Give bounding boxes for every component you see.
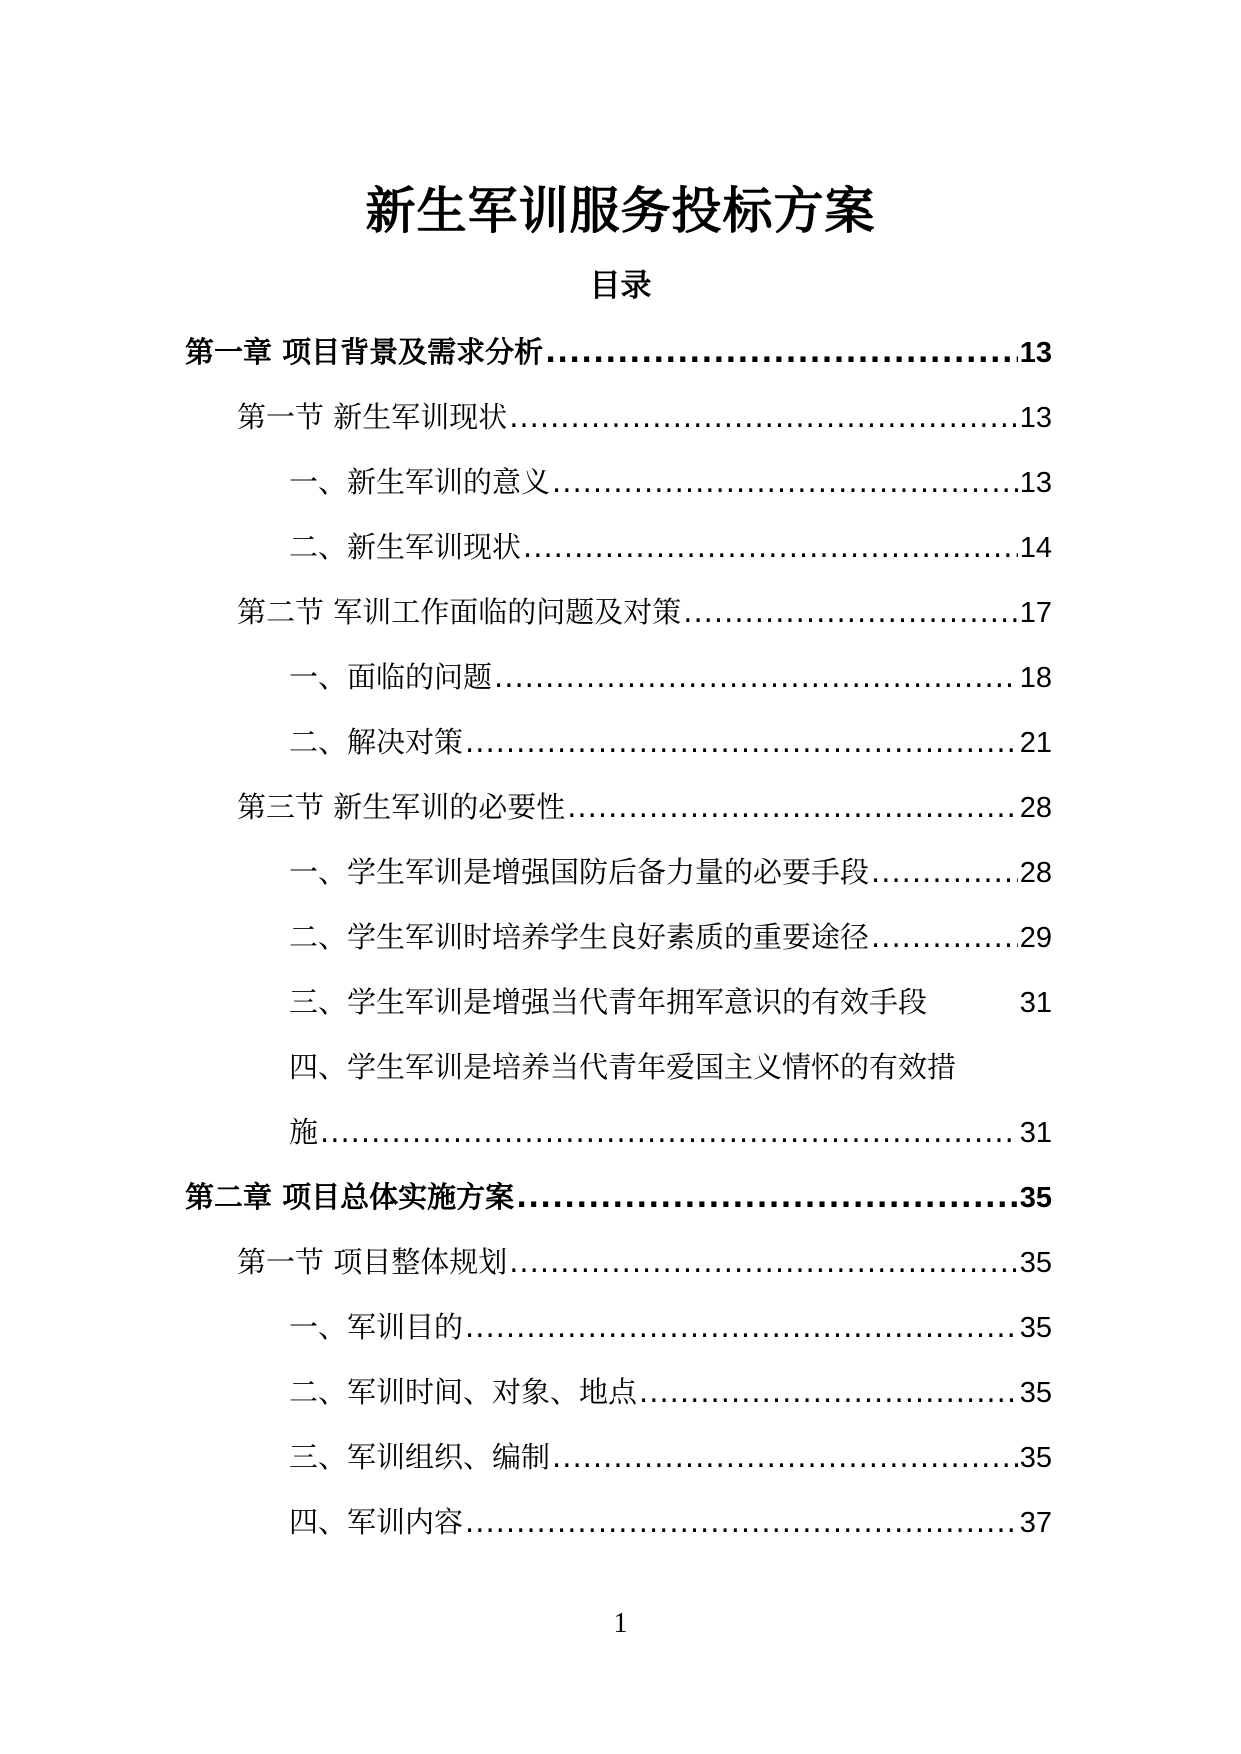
toc-entry-section-2-1[interactable]	[237, 1240, 1052, 1284]
toc-dot-leader	[523, 525, 1018, 569]
toc-dot-leader	[871, 915, 1018, 959]
toc-dot-leader	[509, 1240, 1018, 1284]
toc-page-number: 31	[1019, 1117, 1052, 1149]
toc-dot-leader	[494, 655, 1018, 699]
toc-entry-label[interactable]: 二、新生军训现状	[289, 530, 522, 564]
toc-page-number: 35	[1019, 1377, 1052, 1409]
toc-entry-item-1-1-2[interactable]	[289, 525, 1052, 569]
toc-entry-item-1-3-2[interactable]	[289, 915, 1052, 959]
toc-page-number: 35	[1019, 1182, 1052, 1214]
toc-entry-item-2-1-3[interactable]	[289, 1435, 1052, 1479]
toc-entry-label[interactable]: 第一节 新生军训现状	[237, 400, 508, 434]
toc-entry-section-1-1[interactable]	[237, 395, 1052, 439]
toc-page-number: 29	[1019, 922, 1052, 954]
toc-entry-label[interactable]: 二、解决对策	[289, 725, 464, 759]
toc-dot-leader	[465, 1500, 1018, 1544]
toc-page-number: 31	[1019, 987, 1052, 1019]
toc-entry-item-2-1-1[interactable]	[289, 1305, 1052, 1349]
toc-page-number: 35	[1019, 1312, 1052, 1344]
toc-entry-item-1-1-1[interactable]	[289, 460, 1052, 504]
toc-entry-label[interactable]: 施	[289, 1115, 319, 1149]
toc-entry-label[interactable]: 二、学生军训时培养学生良好素质的重要途径	[289, 920, 870, 954]
toc-entry-label[interactable]: 三、学生军训是增强当代青年拥军意识的有效手段	[289, 985, 928, 1019]
toc-page-number: 13	[1019, 467, 1052, 499]
toc-page-number: 21	[1019, 727, 1052, 759]
toc-entry-section-1-2[interactable]	[237, 590, 1052, 634]
toc-dot-leader	[509, 395, 1018, 439]
toc-entry-item-1-3-1[interactable]	[289, 850, 1052, 894]
toc-dot-leader	[567, 785, 1018, 829]
toc-entry-label[interactable]: 一、新生军训的意义	[289, 465, 551, 499]
toc-dot-leader	[465, 720, 1018, 764]
toc-dot-leader	[683, 590, 1018, 634]
toc-entry-label[interactable]: 四、学生军训是培养当代青年爱国主义情怀的有效措	[289, 1050, 957, 1084]
toc-entry-label[interactable]: 第二节 军训工作面临的问题及对策	[237, 595, 682, 629]
toc-page-number: 17	[1019, 597, 1052, 629]
toc-entry-item-1-3-4-continued[interactable]	[289, 1110, 1052, 1154]
toc-entry-label[interactable]: 第一节 项目整体规划	[237, 1245, 508, 1279]
toc-entry-item-1-3-3[interactable]	[289, 980, 1052, 1024]
toc-entry-label[interactable]: 四、军训内容	[289, 1505, 464, 1539]
toc-entry-chapter-2[interactable]	[185, 1175, 1052, 1219]
toc-page-number: 28	[1019, 792, 1052, 824]
toc-entry-label[interactable]: 第二章 项目总体实施方案	[185, 1180, 515, 1214]
toc-page-number: 35	[1019, 1247, 1052, 1279]
toc-entry-label[interactable]: 第一章 项目背景及需求分析	[185, 335, 544, 369]
toc-entry-item-2-1-4[interactable]	[289, 1500, 1052, 1544]
toc-entry-label[interactable]: 一、面临的问题	[289, 660, 493, 694]
toc-dot-leader	[871, 850, 1018, 894]
toc-entry-chapter-1[interactable]	[185, 330, 1052, 374]
toc-dot-leader	[320, 1110, 1018, 1154]
toc-heading: 目录	[589, 268, 652, 304]
toc-entry-section-1-3[interactable]	[237, 785, 1052, 829]
toc-page-number: 18	[1019, 662, 1052, 694]
toc-entry-item-2-1-2[interactable]	[289, 1370, 1052, 1414]
toc-entry-label[interactable]: 一、军训目的	[289, 1310, 464, 1344]
toc-dot-leader	[465, 1305, 1018, 1349]
toc-dot-leader	[552, 1435, 1018, 1479]
toc-entry-item-1-2-1[interactable]	[289, 655, 1052, 699]
toc-entry-label[interactable]: 第三节 新生军训的必要性	[237, 790, 566, 824]
toc-entry-label[interactable]: 一、学生军训是增强国防后备力量的必要手段	[289, 855, 870, 889]
toc-dot-leader	[639, 1370, 1018, 1414]
toc-entry-label[interactable]: 三、军训组织、编制	[289, 1440, 551, 1474]
toc-page-number: 37	[1019, 1507, 1052, 1539]
toc-page-number: 13	[1019, 402, 1052, 434]
toc-page-number: 14	[1019, 532, 1052, 564]
toc-page-number: 35	[1019, 1442, 1052, 1474]
toc-entry-item-1-2-2[interactable]	[289, 720, 1052, 764]
toc-dot-leader	[545, 330, 1018, 374]
toc-dot-leader	[552, 460, 1018, 504]
toc-entry-item-1-3-4[interactable]	[289, 1045, 1052, 1089]
page-footer-number: 1	[613, 1608, 628, 1639]
toc-entry-label[interactable]: 二、军训时间、对象、地点	[289, 1375, 638, 1409]
document-title: 新生军训服务投标方案	[365, 182, 876, 240]
toc-page-number: 28	[1019, 857, 1052, 889]
toc-dot-leader	[516, 1175, 1018, 1219]
toc-page-number: 13	[1019, 337, 1052, 369]
